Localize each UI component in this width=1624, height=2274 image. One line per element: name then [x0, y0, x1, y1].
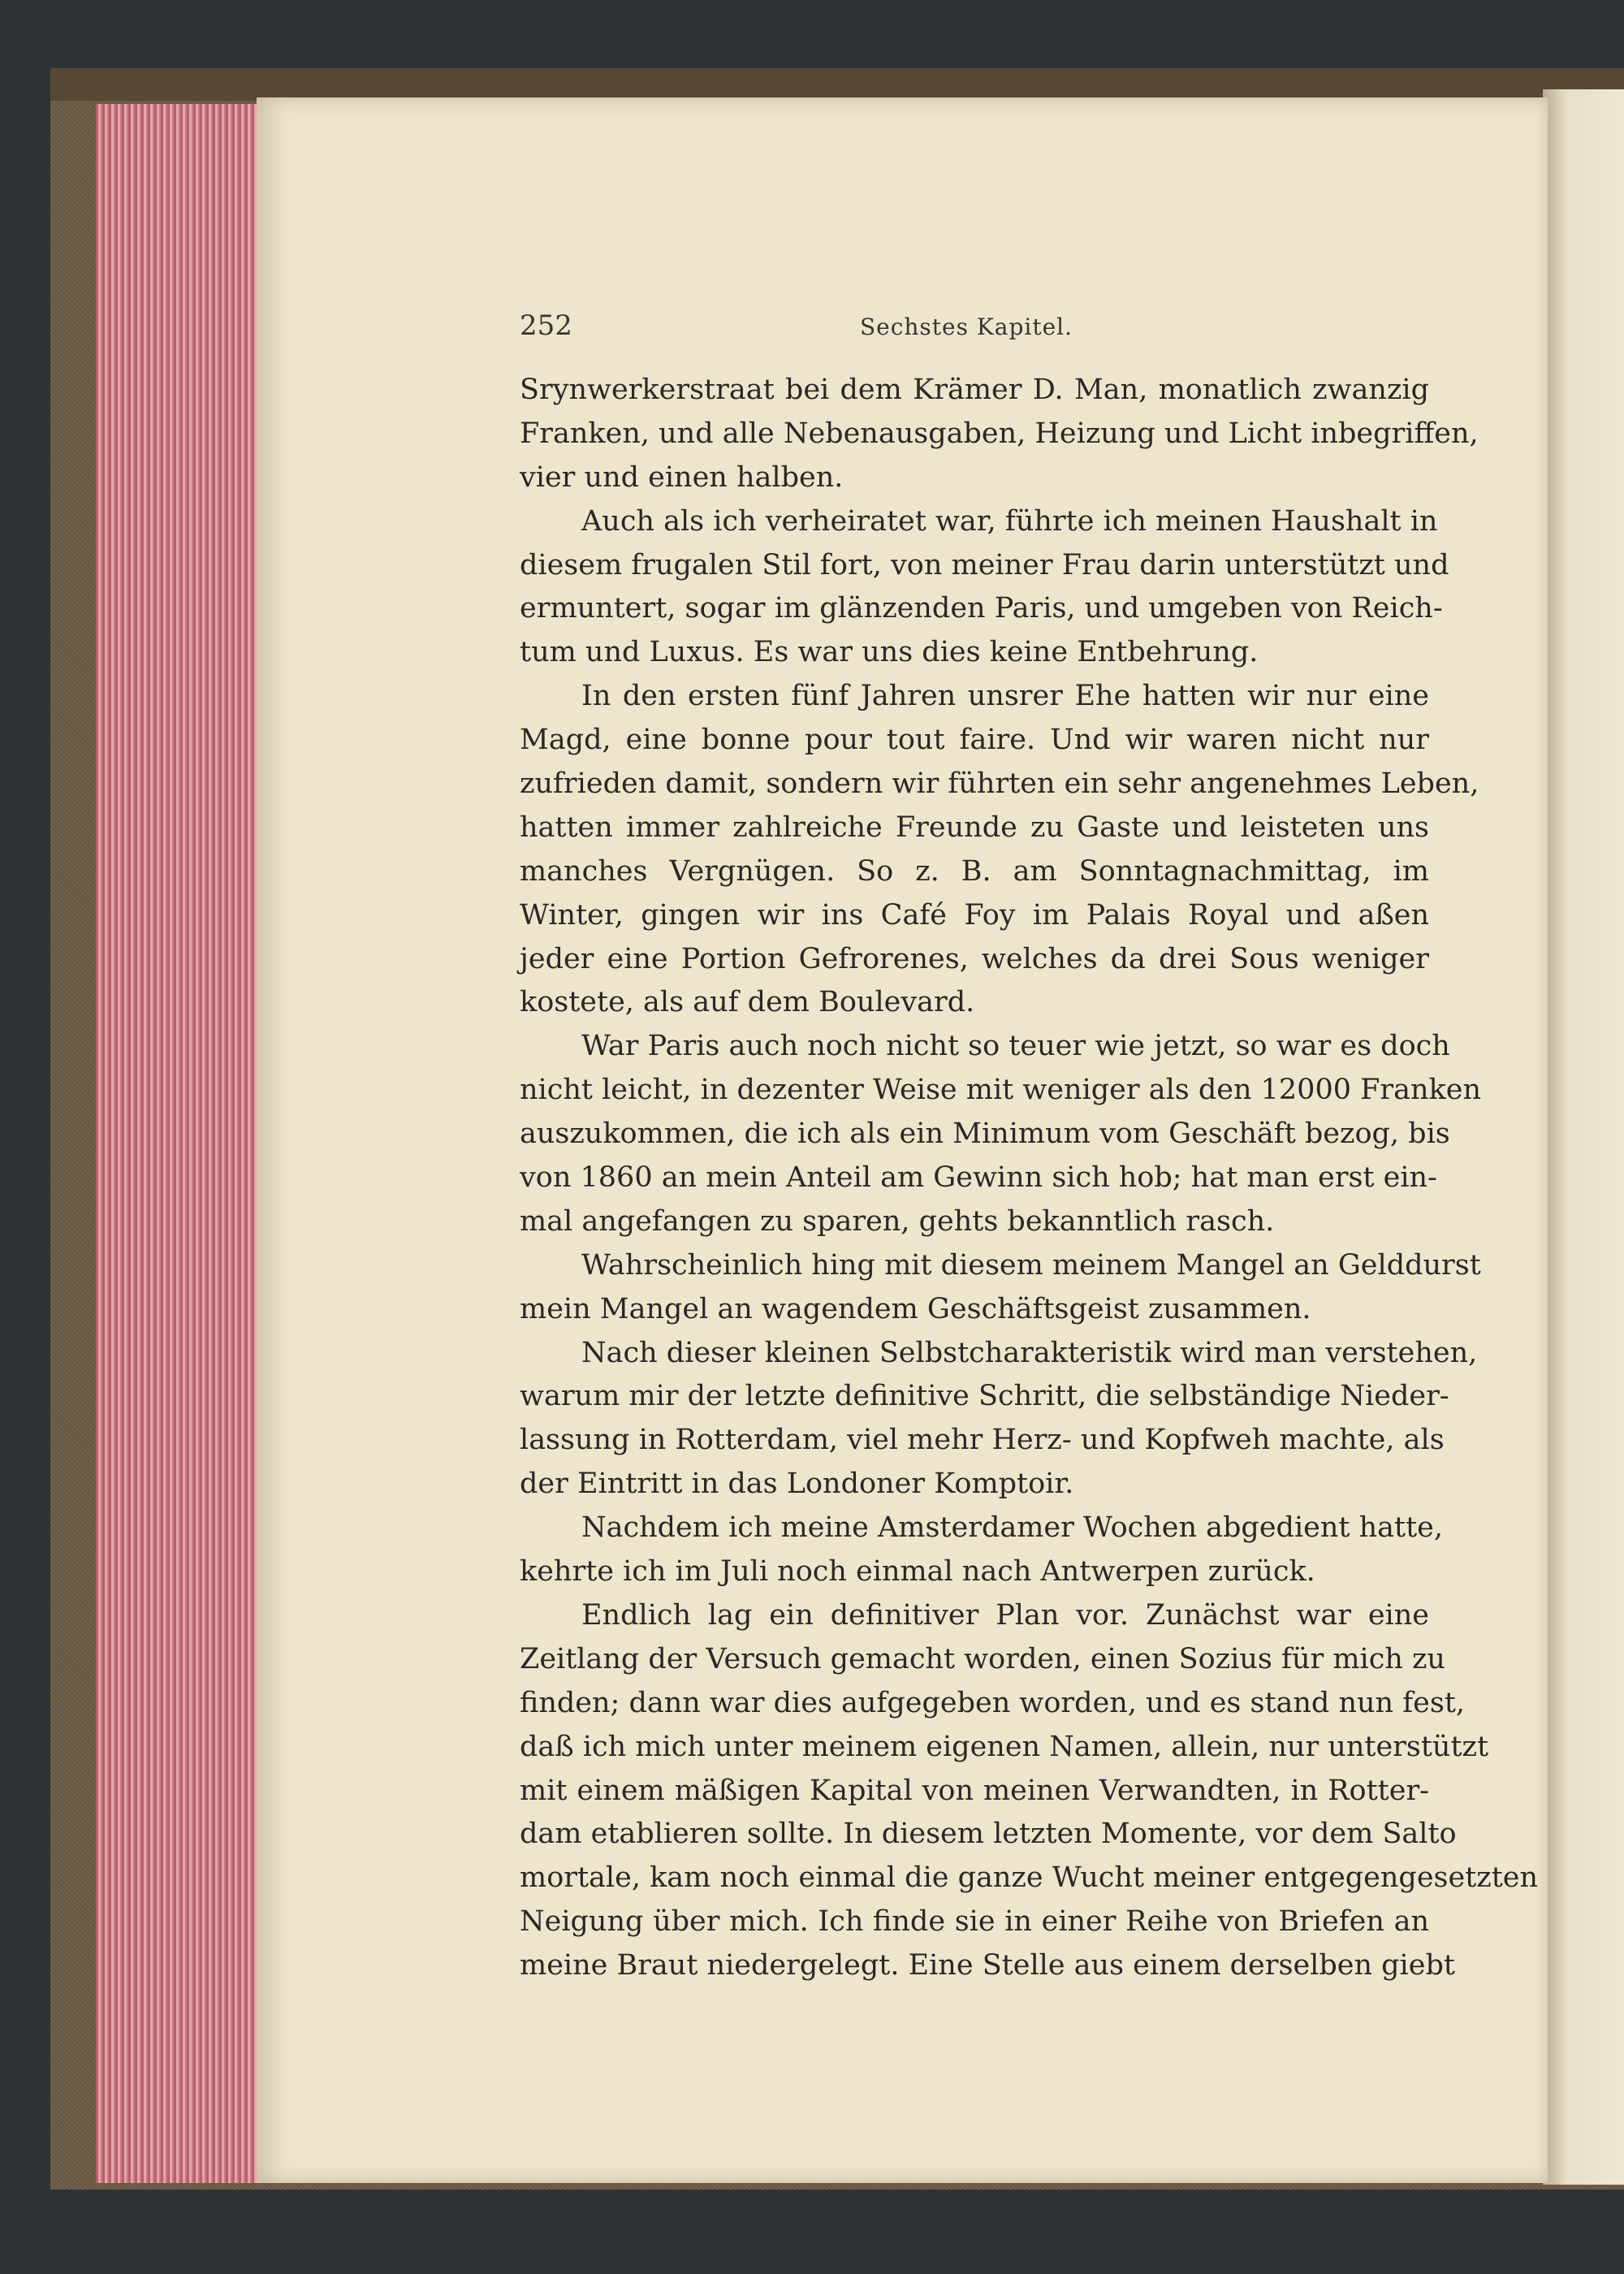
text-line: Winter, gingen wir ins Café Foy im Palais Royal und aßen [520, 898, 1429, 932]
text-line: kehrte ich im Juli noch einmal nach Antwerpen zurück. [520, 1555, 1315, 1589]
text-line: warum mir der letzte definitive Schritt, die selbständige Nieder- [520, 1380, 1449, 1413]
text-line: Auch als ich verheiratet war, führte ich meinen Haushalt in [581, 504, 1438, 538]
text-line: mit einem mäßigen Kapital von meinen Verwandten, in Rotter- [520, 1774, 1429, 1807]
text-line: mortale, kam noch einmal die ganze Wucht meiner entgegengesetzten [520, 1861, 1539, 1895]
text-line: mal angefangen zu sparen, gehts bekanntlich rasch. [520, 1204, 1275, 1238]
text-line: jeder eine Portion Gefrorenes, welches da drei Sous weniger [520, 942, 1429, 975]
body-text [520, 369, 1539, 1988]
text-line: manches Vergnügen. So z. B. am Sonntagnachmittag, im [520, 854, 1429, 888]
text-line: War Paris auch noch nicht so teuer wie jetzt, so war es doch [581, 1030, 1450, 1063]
text-line: dam etablieren sollte. In diesem letzten Momente, vor dem Salto [520, 1818, 1457, 1851]
text-line: mein Mangel an wagendem Geschäftsgeist zusammen. [520, 1292, 1311, 1325]
text-line: zufrieden damit, sondern wir führten ein sehr angenehmes Leben, [520, 767, 1479, 801]
text-line: In den ersten fünf Jahren unsrer Ehe hatten wir nur eine [581, 680, 1429, 713]
text-line: von 1860 an mein Anteil am Gewinn sich hob; hat man erst ein- [520, 1161, 1437, 1195]
text-line: kostete, als auf dem Boulevard. [520, 986, 975, 1019]
running-head: Sechstes Kapitel. [859, 313, 1073, 340]
text-line: Endlich lag ein definitiver Plan vor. Zunächst war eine [581, 1598, 1429, 1632]
text-line: Srynwerkerstraat bei dem Krämer D. Man, monatlich zwanzig [520, 374, 1429, 406]
text-line: der Eintritt in das Londoner Komptoir. [520, 1468, 1074, 1501]
text-line: Magd, eine bonne pour tout faire. Und wir waren nicht nur [520, 724, 1429, 757]
text-line: vier und einen halben. [520, 460, 844, 494]
text-line: auszukommen, die ich als ein Minimum vom Geschäft bezog, bis [520, 1118, 1450, 1151]
text-line: Nachdem ich meine Amsterdamer Wochen abgedient hatte, [581, 1511, 1443, 1545]
text-line: Nach dieser kleinen Selbstcharakteristik wird man verstehen, [581, 1336, 1478, 1369]
text-line: Neigung über mich. Ich finde sie in einer Reihe von Briefen an [520, 1905, 1429, 1939]
text-line: diesem frugalen Stil fort, von meiner Frau darin unterstützt und [520, 548, 1449, 581]
page-header [520, 309, 1413, 349]
text-line: tum und Luxus. Es war uns dies keine Entbehrung. [520, 636, 1259, 669]
text-line: meine Braut niedergelegt. Eine Stelle aus einem derselben giebt [520, 1949, 1455, 1982]
text-line: daß ich mich unter meinem eigenen Namen, allein, nur unterstützt [520, 1730, 1489, 1763]
book-cover-top-edge [50, 68, 1624, 101]
text-line: ermuntert, sogar im glänzenden Paris, und umgeben von Reich- [520, 592, 1443, 625]
text-line: nicht leicht, in dezenter Weise mit weniger als den 12000 Franken [520, 1074, 1482, 1107]
page-number: 252 [520, 309, 572, 342]
text-line: Franken, und alle Nebenausgaben, Heizung und Licht inbegriffen, [520, 417, 1479, 450]
text-line: Wahrscheinlich hing mit diesem meinem Mangel an Gelddurst [581, 1248, 1481, 1282]
text-line: hatten immer zahlreiche Freunde zu Gaste und leisteten uns [520, 811, 1429, 844]
text-line: lassung in Rotterdam, viel mehr Herz- und Kopfweh machte, als [520, 1424, 1445, 1457]
text-line: Zeitlang der Versuch gemacht worden, einen Sozius für mich zu [520, 1642, 1445, 1675]
text-line: finden; dann war dies aufgegeben worden, und es stand nun fest, [520, 1686, 1466, 1719]
facing-page-edge [1543, 89, 1624, 2185]
